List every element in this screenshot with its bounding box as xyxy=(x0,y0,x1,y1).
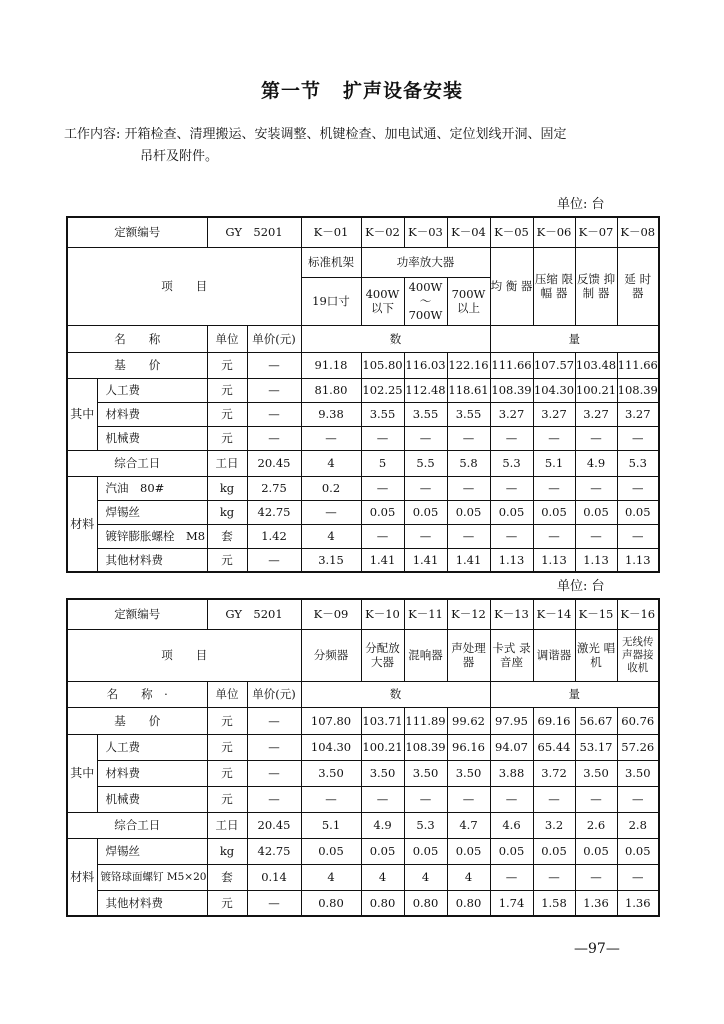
quota-table-2 xyxy=(66,598,660,917)
header-cell: GY 5201 xyxy=(207,599,301,629)
header-cell: 定额编号 xyxy=(67,217,207,247)
column-head: 700W 以上 xyxy=(447,277,490,325)
value-cell: — xyxy=(617,476,659,500)
value-cell: 4 xyxy=(361,864,404,890)
value-cell: — xyxy=(301,786,361,812)
column-head: 压缩 限幅 器 xyxy=(533,247,575,325)
table-row xyxy=(67,402,659,426)
value-cell: 0.05 xyxy=(404,838,447,864)
unit-cell: 元 xyxy=(207,760,247,786)
value-cell: — xyxy=(617,524,659,548)
price-cell: — xyxy=(247,378,301,402)
table-row xyxy=(67,352,659,378)
value-cell: 111.66 xyxy=(617,352,659,378)
value-cell: — xyxy=(533,426,575,450)
row-label: 材料费 xyxy=(97,402,207,426)
unit-label-2: 单位: 台 xyxy=(557,579,605,594)
value-cell: 0.2 xyxy=(301,476,361,500)
table-row xyxy=(67,734,659,760)
row-label: 综合工日 xyxy=(67,812,207,838)
table-row xyxy=(67,890,659,916)
value-cell: 2.8 xyxy=(617,812,659,838)
table-row xyxy=(67,629,659,681)
value-cell: — xyxy=(301,426,361,450)
price-cell: — xyxy=(247,426,301,450)
value-cell: — xyxy=(404,426,447,450)
unit-cell: 元 xyxy=(207,402,247,426)
item-name: 焊锡丝 xyxy=(97,500,207,524)
unit-cell: 套 xyxy=(207,864,247,890)
value-cell: 3.27 xyxy=(617,402,659,426)
project-header: 项 目 xyxy=(67,629,301,681)
value-cell: 3.27 xyxy=(533,402,575,426)
value-cell: 57.26 xyxy=(617,734,659,760)
quantity-header: 数 xyxy=(301,325,490,352)
unit-cell: 元 xyxy=(207,352,247,378)
value-cell: 0.05 xyxy=(617,838,659,864)
value-cell: 53.17 xyxy=(575,734,617,760)
value-cell: 3.50 xyxy=(361,760,404,786)
value-cell: 9.38 xyxy=(301,402,361,426)
price-cell: — xyxy=(247,707,301,734)
value-cell: 4.9 xyxy=(361,812,404,838)
project-header: 项 目 xyxy=(67,247,301,325)
price-cell: — xyxy=(247,890,301,916)
value-cell: — xyxy=(490,864,533,890)
value-cell: 107.80 xyxy=(301,707,361,734)
price-cell: 42.75 xyxy=(247,838,301,864)
value-cell: 116.03 xyxy=(404,352,447,378)
unit-header: 单位 xyxy=(207,325,247,352)
table-row xyxy=(67,548,659,572)
unit-header: 单位 xyxy=(207,681,247,707)
unit-cell: 元 xyxy=(207,707,247,734)
price-cell: — xyxy=(247,352,301,378)
column-head: 声处理 器 xyxy=(447,629,490,681)
value-cell: 0.05 xyxy=(404,500,447,524)
value-cell: 94.07 xyxy=(490,734,533,760)
value-cell: 4 xyxy=(447,864,490,890)
name-header: 名 称 · xyxy=(67,681,207,707)
value-cell: — xyxy=(575,786,617,812)
section-name: 扩声设备安装 xyxy=(343,80,464,102)
value-cell: 104.30 xyxy=(533,378,575,402)
unit-cell: 元 xyxy=(207,734,247,760)
value-cell: 107.57 xyxy=(533,352,575,378)
column-head: 分配放 大器 xyxy=(361,629,404,681)
table-row xyxy=(67,599,659,629)
price-cell: — xyxy=(247,760,301,786)
item-name: 其他材料费 xyxy=(97,890,207,916)
column-code: K－10 xyxy=(361,599,404,629)
unit-cell: 元 xyxy=(207,786,247,812)
unit-cell: 套 xyxy=(207,524,247,548)
value-cell: 5.1 xyxy=(301,812,361,838)
value-cell: 4 xyxy=(301,450,361,476)
value-cell: 1.13 xyxy=(617,548,659,572)
value-cell: 4.6 xyxy=(490,812,533,838)
unit-cell: kg xyxy=(207,838,247,864)
work-content-line1: 开箱检查、清理搬运、安装调整、机键检查、加电试通、定位划线开洞、固定 xyxy=(124,127,567,142)
value-cell: 0.05 xyxy=(490,500,533,524)
value-cell: 96.16 xyxy=(447,734,490,760)
value-cell: 5.3 xyxy=(404,812,447,838)
value-cell: — xyxy=(361,426,404,450)
value-cell: — xyxy=(404,524,447,548)
value-cell: 3.50 xyxy=(575,760,617,786)
column-code: K－05 xyxy=(490,217,533,247)
value-cell: 5.3 xyxy=(617,450,659,476)
value-cell: — xyxy=(617,864,659,890)
unit-label-1: 单位: 台 xyxy=(557,197,605,212)
value-cell: 0.05 xyxy=(447,500,490,524)
value-cell: 99.62 xyxy=(447,707,490,734)
value-cell: — xyxy=(404,476,447,500)
value-cell: 1.36 xyxy=(617,890,659,916)
price-cell: 42.75 xyxy=(247,500,301,524)
value-cell: — xyxy=(617,426,659,450)
value-cell: 3.50 xyxy=(301,760,361,786)
unit-cell: kg xyxy=(207,476,247,500)
value-cell: 1.36 xyxy=(575,890,617,916)
value-cell: 3.15 xyxy=(301,548,361,572)
column-head: 400W 以下 xyxy=(361,277,404,325)
row-label: 人工费 xyxy=(97,378,207,402)
value-cell: — xyxy=(533,524,575,548)
of-which-label: 其中 xyxy=(67,734,97,812)
row-label: 基 价 xyxy=(67,707,207,734)
column-code: K－04 xyxy=(447,217,490,247)
table-row xyxy=(67,450,659,476)
column-head: 功率放大器 xyxy=(361,247,490,277)
price-cell: 0.14 xyxy=(247,864,301,890)
name-header: 名 称 xyxy=(67,325,207,352)
value-cell: 100.21 xyxy=(361,734,404,760)
value-cell: — xyxy=(447,786,490,812)
column-code: K－03 xyxy=(404,217,447,247)
price-cell: — xyxy=(247,786,301,812)
quantity-header: 量 xyxy=(490,325,659,352)
unit-cell: 元 xyxy=(207,378,247,402)
row-label: 机械费 xyxy=(97,426,207,450)
table-row xyxy=(67,681,659,707)
row-label: 综合工日 xyxy=(67,450,207,476)
column-code: K－13 xyxy=(490,599,533,629)
value-cell: 0.05 xyxy=(575,500,617,524)
work-content xyxy=(64,124,664,168)
table-row xyxy=(67,217,659,247)
value-cell: 108.39 xyxy=(404,734,447,760)
value-cell: 4 xyxy=(301,864,361,890)
value-cell: 4 xyxy=(404,864,447,890)
value-cell: 104.30 xyxy=(301,734,361,760)
value-cell: 112.48 xyxy=(404,378,447,402)
table-row xyxy=(67,325,659,352)
price-header: 单价(元) xyxy=(247,325,301,352)
value-cell: 5.5 xyxy=(404,450,447,476)
column-code: K－09 xyxy=(301,599,361,629)
column-code: K－07 xyxy=(575,217,617,247)
value-cell: 1.13 xyxy=(575,548,617,572)
value-cell: 3.55 xyxy=(361,402,404,426)
value-cell: — xyxy=(533,476,575,500)
value-cell: — xyxy=(404,786,447,812)
value-cell: — xyxy=(490,524,533,548)
price-cell: — xyxy=(247,734,301,760)
item-name: 其他材料费 xyxy=(97,548,207,572)
value-cell: — xyxy=(361,786,404,812)
column-code: K－11 xyxy=(404,599,447,629)
value-cell: — xyxy=(575,426,617,450)
column-code: K－01 xyxy=(301,217,361,247)
value-cell: 3.50 xyxy=(617,760,659,786)
value-cell: — xyxy=(617,786,659,812)
row-label: 机械费 xyxy=(97,786,207,812)
table-row xyxy=(67,760,659,786)
column-code: K－14 xyxy=(533,599,575,629)
unit-cell: 元 xyxy=(207,890,247,916)
column-head: 400W ～ 700W xyxy=(404,277,447,325)
value-cell: — xyxy=(575,476,617,500)
column-head: 标准机架 xyxy=(301,247,361,277)
price-cell: 2.75 xyxy=(247,476,301,500)
table-row xyxy=(67,707,659,734)
value-cell: 81.80 xyxy=(301,378,361,402)
value-cell: 0.05 xyxy=(301,838,361,864)
value-cell: 3.50 xyxy=(447,760,490,786)
table-row xyxy=(67,500,659,524)
table-row xyxy=(67,786,659,812)
value-cell: 3.55 xyxy=(447,402,490,426)
value-cell: — xyxy=(490,786,533,812)
value-cell: 103.48 xyxy=(575,352,617,378)
value-cell: 100.21 xyxy=(575,378,617,402)
unit-cell: 元 xyxy=(207,548,247,572)
column-head: 无线传 声器接 收机 xyxy=(617,629,659,681)
value-cell: 108.39 xyxy=(490,378,533,402)
column-head: 分频器 xyxy=(301,629,361,681)
column-head: 卡式 录音座 xyxy=(490,629,533,681)
value-cell: 3.2 xyxy=(533,812,575,838)
value-cell: — xyxy=(447,524,490,548)
value-cell: 65.44 xyxy=(533,734,575,760)
quantity-header: 数 xyxy=(301,681,490,707)
column-head: 激光 唱机 xyxy=(575,629,617,681)
value-cell: — xyxy=(575,524,617,548)
quantity-header: 量 xyxy=(490,681,659,707)
column-code: K－02 xyxy=(361,217,404,247)
value-cell: 3.72 xyxy=(533,760,575,786)
value-cell: 5 xyxy=(361,450,404,476)
item-name: 镀锌膨胀螺栓 M8 xyxy=(97,524,207,548)
value-cell: 0.05 xyxy=(361,838,404,864)
value-cell: 5.1 xyxy=(533,450,575,476)
value-cell: 0.80 xyxy=(404,890,447,916)
price-cell: 20.45 xyxy=(247,812,301,838)
unit-cell: 工日 xyxy=(207,450,247,476)
table-row xyxy=(67,247,659,277)
value-cell: — xyxy=(447,426,490,450)
value-cell: 3.27 xyxy=(575,402,617,426)
column-head: 调谐器 xyxy=(533,629,575,681)
value-cell: 1.13 xyxy=(533,548,575,572)
item-name: 镀铬球面螺钉 M5×20 xyxy=(97,864,207,890)
value-cell: 111.89 xyxy=(404,707,447,734)
column-code: K－15 xyxy=(575,599,617,629)
column-code: K－08 xyxy=(617,217,659,247)
table-row xyxy=(67,378,659,402)
item-name: 汽油 80# xyxy=(97,476,207,500)
work-content-line2: 吊杆及附件。 xyxy=(140,149,219,164)
column-head: 19口寸 xyxy=(301,277,361,325)
value-cell: 4.9 xyxy=(575,450,617,476)
price-cell: — xyxy=(247,402,301,426)
value-cell: — xyxy=(447,476,490,500)
page-number: —97— xyxy=(574,941,620,957)
item-name: 焊锡丝 xyxy=(97,838,207,864)
value-cell: 3.55 xyxy=(404,402,447,426)
value-cell: — xyxy=(533,864,575,890)
value-cell: 118.61 xyxy=(447,378,490,402)
value-cell: 0.05 xyxy=(533,500,575,524)
value-cell: 91.18 xyxy=(301,352,361,378)
value-cell: 103.71 xyxy=(361,707,404,734)
value-cell: 122.16 xyxy=(447,352,490,378)
unit-cell: 元 xyxy=(207,426,247,450)
value-cell: 1.58 xyxy=(533,890,575,916)
value-cell: 5.3 xyxy=(490,450,533,476)
value-cell: 102.25 xyxy=(361,378,404,402)
value-cell: — xyxy=(361,476,404,500)
value-cell: 3.50 xyxy=(404,760,447,786)
column-head: 延 时 器 xyxy=(617,247,659,325)
quota-table-1 xyxy=(66,216,660,573)
value-cell: 1.41 xyxy=(361,548,404,572)
unit-cell: kg xyxy=(207,500,247,524)
column-code: K－16 xyxy=(617,599,659,629)
table-row xyxy=(67,476,659,500)
price-header: 单价(元) xyxy=(247,681,301,707)
value-cell: 111.66 xyxy=(490,352,533,378)
value-cell: 60.76 xyxy=(617,707,659,734)
value-cell: 0.05 xyxy=(575,838,617,864)
table-row xyxy=(67,524,659,548)
value-cell: — xyxy=(301,500,361,524)
value-cell: 0.05 xyxy=(490,838,533,864)
value-cell: 56.67 xyxy=(575,707,617,734)
value-cell: 0.80 xyxy=(301,890,361,916)
work-content-label: 工作内容: xyxy=(64,127,121,142)
value-cell: 105.80 xyxy=(361,352,404,378)
value-cell: 4 xyxy=(301,524,361,548)
column-head: 混响器 xyxy=(404,629,447,681)
value-cell: 1.41 xyxy=(404,548,447,572)
unit-cell: 工日 xyxy=(207,812,247,838)
table-row xyxy=(67,838,659,864)
value-cell: 2.6 xyxy=(575,812,617,838)
column-code: K－06 xyxy=(533,217,575,247)
value-cell: 0.05 xyxy=(617,500,659,524)
value-cell: 3.88 xyxy=(490,760,533,786)
value-cell: 4.7 xyxy=(447,812,490,838)
value-cell: 0.05 xyxy=(533,838,575,864)
price-cell: 20.45 xyxy=(247,450,301,476)
table-row xyxy=(67,812,659,838)
value-cell: 1.41 xyxy=(447,548,490,572)
value-cell: 108.39 xyxy=(617,378,659,402)
value-cell: 5.8 xyxy=(447,450,490,476)
of-which-label: 其中 xyxy=(67,378,97,450)
value-cell: 0.05 xyxy=(361,500,404,524)
materials-label: 材料 xyxy=(67,476,97,572)
value-cell: 0.80 xyxy=(361,890,404,916)
value-cell: 69.16 xyxy=(533,707,575,734)
value-cell: — xyxy=(575,864,617,890)
value-cell: — xyxy=(361,524,404,548)
header-cell: 定额编号 xyxy=(67,599,207,629)
price-cell: 1.42 xyxy=(247,524,301,548)
value-cell: 0.80 xyxy=(447,890,490,916)
column-head: 均 衡 器 xyxy=(490,247,533,325)
value-cell: 1.13 xyxy=(490,548,533,572)
row-label: 人工费 xyxy=(97,734,207,760)
column-head: 反馈 抑制 器 xyxy=(575,247,617,325)
materials-label: 材料 xyxy=(67,838,97,916)
value-cell: 97.95 xyxy=(490,707,533,734)
row-label: 材料费 xyxy=(97,760,207,786)
column-code: K－12 xyxy=(447,599,490,629)
row-label: 基 价 xyxy=(67,352,207,378)
value-cell: — xyxy=(490,426,533,450)
section-number: 第一节 xyxy=(260,80,321,102)
price-cell: — xyxy=(247,548,301,572)
header-cell: GY 5201 xyxy=(207,217,301,247)
value-cell: 1.74 xyxy=(490,890,533,916)
value-cell: — xyxy=(490,476,533,500)
table-row xyxy=(67,864,659,890)
value-cell: 0.05 xyxy=(447,838,490,864)
section-title xyxy=(0,76,724,103)
table-row xyxy=(67,426,659,450)
value-cell: 3.27 xyxy=(490,402,533,426)
value-cell: — xyxy=(533,786,575,812)
